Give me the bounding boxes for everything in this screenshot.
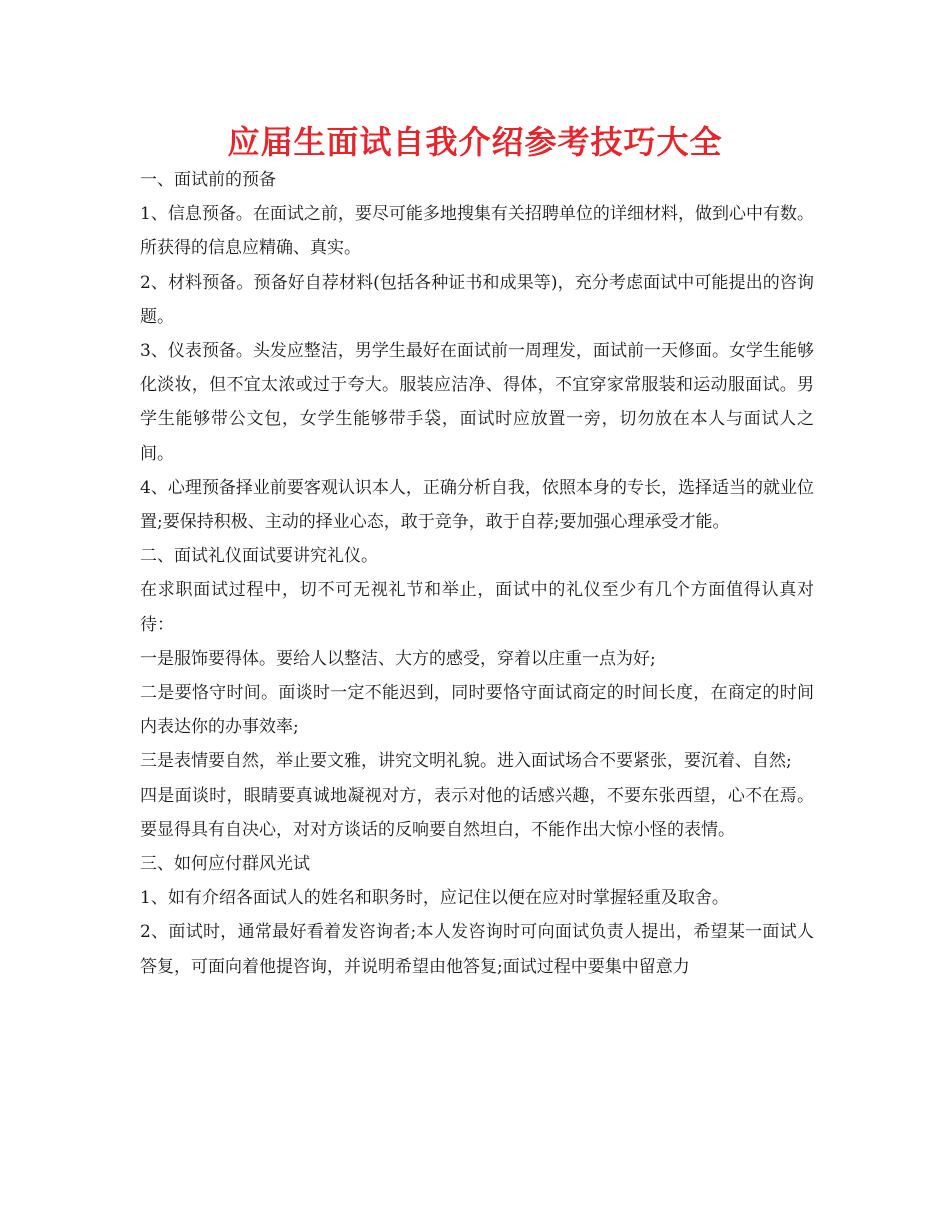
section-heading-etiquette: 二、面试礼仪面试要讲究礼仪。	[140, 546, 378, 567]
paragraph-appearance-preparation: 3、仪表预备。头发应整洁，男学生最好在面试前一周理发，面试前一天修面。女学生能够化淡妆，但不宜太浓或过于夸大。服装应洁净、得体，不宜穿家常服装和运动服面试。男学生能够带公文包，女学生能够带手袋，面试时应放置一旁，切勿放在本人与面试人之间。	[140, 341, 814, 464]
paragraph-etiquette-attire: 一是服饰要得体。要给人以整洁、大方的感受，穿着以庄重一点为好;	[140, 648, 656, 669]
paragraph-etiquette-demeanor: 三是表情要自然，举止要文雅，讲究文明礼貌。进入面试场合不要紧张，要沉着、自然;	[140, 751, 792, 772]
document-body	[140, 163, 814, 984]
paragraph-material-preparation: 2、材料预备。预备好自荐材料(包括各种证书和成果等)，充分考虑面试中可能提出的咨询题。	[140, 272, 814, 327]
section-heading-group-interview: 三、如何应付群风光试	[140, 854, 310, 875]
paragraph-psychological-preparation: 4、心理预备择业前要客观认识本人，正确分析自我，依照本身的专长，选择适当的就业位置;要保持积极、主动的择业心态，敢于竞争，敢于自荐;要加强心理承受才能。	[140, 477, 814, 533]
paragraph-etiquette-punctuality: 二是要恪守时间。面谈时一定不能迟到，同时要恪守面试商定的时间长度，在商定的时间内表达你的办事效率;	[140, 683, 814, 738]
paragraph-group-interview-names: 1、如有介绍各面试人的姓名和职务时，应记住以便在应对时掌握轻重及取舍。	[140, 888, 729, 909]
paragraph-information-preparation: 1、信息预备。在面试之前，要尽可能多地搜集有关招聘单位的详细材料，做到心中有数。所获得的信息应精确、真实。	[140, 204, 814, 259]
document-title: 应届生面试自我介绍参考技巧大全	[227, 123, 723, 161]
paragraph-etiquette-intro: 在求职面试过程中，切不可无视礼节和举止，面试中的礼仪至少有几个方面值得认真对待：	[140, 580, 814, 635]
paragraph-etiquette-eye-contact: 四是面谈时，眼睛要真诚地凝视对方，表示对他的话感兴趣，不要东张西望，心不在焉。要显得具有自决心，对对方谈话的反响要自然坦白，不能作出大惊小怪的表情。	[140, 785, 814, 840]
section-heading-preparation: 一、面试前的预备	[140, 170, 276, 190]
paragraph-group-interview-questions: 2、面试时，通常最好看着发咨询者;本人发咨询时可向面试负责人提出，希望某一面试人答复，可面向着他提咨询，并说明希望由他答复;面试过程中要集中留意力	[140, 922, 814, 977]
